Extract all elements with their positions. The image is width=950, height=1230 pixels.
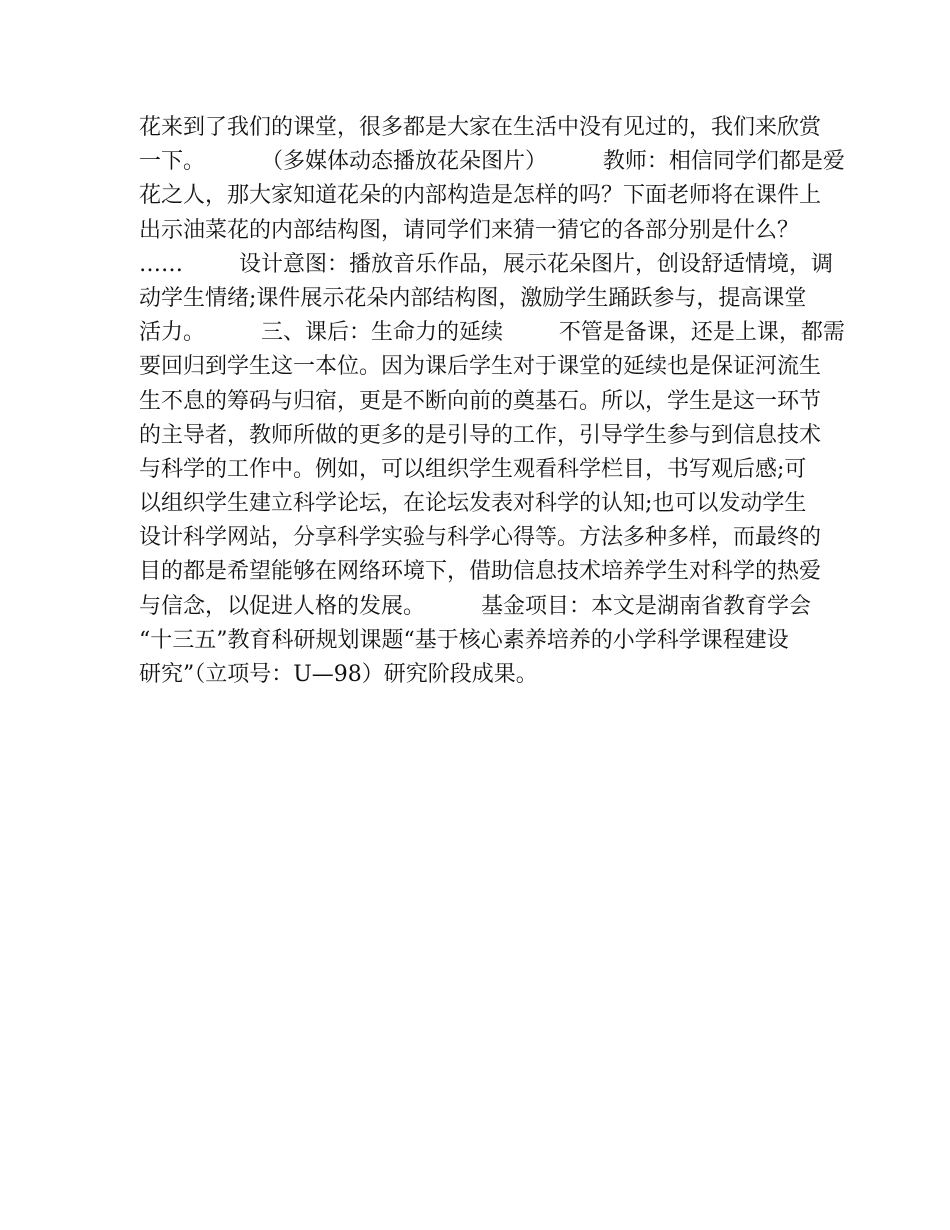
text-line: 要回归到学生这一本位。因为课后学生对于课堂的延续也是保证河流生: [139, 354, 822, 380]
text-line: 目的都是希望能够在网络环境下，借助信息技术培养学生对科学的热爱: [139, 559, 822, 585]
text-line: 研究”（立项号：U—98）研究阶段成果。: [139, 662, 538, 687]
text-line: 出示油菜花的内部结构图，请同学们来猜一猜它的各部分别是什么？: [139, 217, 800, 243]
text-line: 动学生情绪;课件展示花朵内部结构图，激励学生踊跃参与，提高课堂: [139, 285, 807, 311]
text-line: 花之人，那大家知道花朵的内部构造是怎样的吗？下面老师将在课件上: [139, 183, 822, 209]
text-line: 与科学的工作中。例如，可以组织学生观看科学栏目，书写观后感;可: [139, 456, 807, 482]
text-line: 的主导者，教师所做的更多的是引导的工作，引导学生参与到信息技术: [139, 422, 822, 448]
text-line: 以组织学生建立科学论坛，在论坛发表对科学的认知;也可以发动学生: [139, 491, 807, 517]
text-line: 活力。 三、课后：生命力的延续 不管是备课，还是上课，都需: [139, 320, 845, 346]
text-line: 花来到了我们的课堂，很多都是大家在生活中没有见过的，我们来欣赏: [139, 115, 822, 140]
text-line: …… 设计意图：播放音乐作品，展示花朵图片，创设舒适情境，调: [139, 251, 833, 277]
text-line: 设计科学网站，分享科学实验与科学心得等。方法多种多样，而最终的: [139, 525, 822, 551]
text-line: 一下。 （多媒体动态播放花朵图片） 教师：相信同学们都是爱: [139, 149, 845, 175]
text-line: 生不息的筹码与归宿，更是不断向前的奠基石。所以，学生是这一环节: [139, 388, 822, 414]
text-line: “十三五”教育科研规划课题“基于核心素养培养的小学科学课程建设: [139, 627, 789, 653]
text-line: 与信念，以促进人格的发展。 基金项目：本文是湖南省教育学会: [139, 593, 811, 619]
body-text: [139, 111, 845, 692]
